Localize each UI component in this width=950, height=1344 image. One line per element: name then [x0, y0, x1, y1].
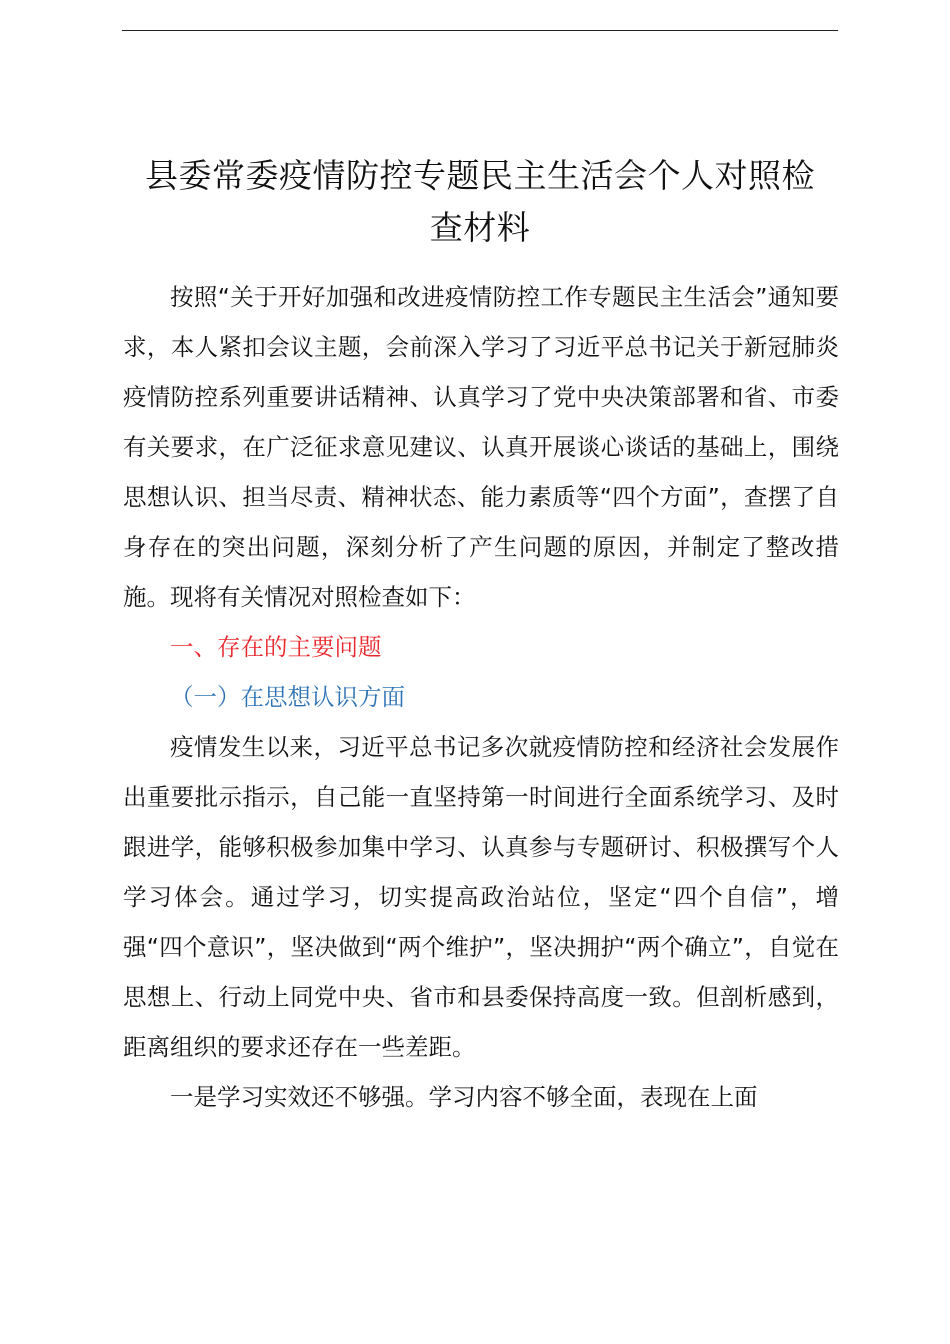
document-title — [100, 150, 860, 254]
header-rule — [122, 30, 838, 31]
intro-paragraph: 按照“关于开好加强和改进疫情防控工作专题民主生活会”通知要求，本人紧扣会议主题，会前深入学习了习近平总书记关于新冠肺炎疫情防控系列重要讲话精神、认真学习了党中央决策部署和省、市委有关要求，在广泛征求意见建议、认真开展谈心谈话的基础上，围绕思想认识、担当尽责、精神状态、能力素质等“四个方面”，查摆了自身存在的突出问题，深刻分析了产生问题的原因，并制定了整改措施。现将有关情况对照检查如下： — [123, 283, 839, 611]
body-paragraph: 一是学习实效还不够强。学习内容不够全面，表现在上面 — [170, 1083, 758, 1111]
section-heading: 一、存在的主要问题 — [170, 633, 382, 661]
title-line-2: 查材料 — [429, 208, 531, 247]
document-body — [123, 272, 839, 1122]
title-line-1: 县委常委疫情防控专题民主生活会个人对照检 — [145, 156, 815, 195]
subsection-heading: （一）在思想认识方面 — [170, 683, 405, 711]
body-paragraph: 疫情发生以来，习近平总书记多次就疫情防控和经济社会发展作出重要批示指示，自己能一直坚持第一时间进行全面系统学习、及时跟进学，能够积极参加集中学习、认真参与专题研讨、积极撰写个人学习体会。通过学习，切实提高政治站位，坚定“四个自信”，增强“四个意识”，坚决做到“两个维护”，坚决拥护“两个确立”，自觉在思想上、行动上同党中央、省市和县委保持高度一致。但剖析感到，距离组织的要求还存在一些差距。 — [123, 733, 839, 1061]
